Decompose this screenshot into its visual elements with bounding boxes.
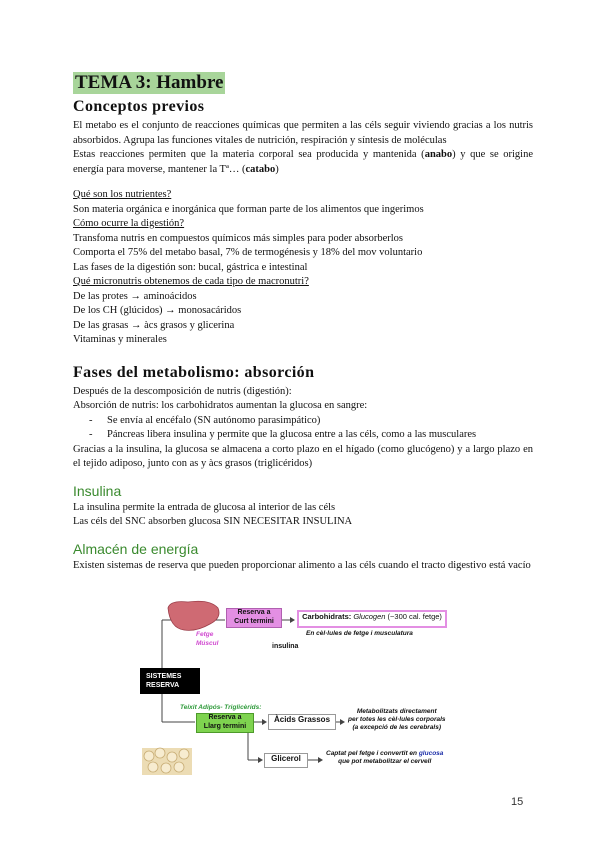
- paragraph: Absorción de nutris: los carbohidratos aumentan la glucosa en sangre:: [73, 400, 368, 411]
- document-page: [73, 72, 533, 573]
- page-title: TEMA 3: Hambre: [75, 72, 224, 93]
- section-heading-almacen: Almacén de energía: [73, 540, 199, 557]
- paragraph: Existen sistemas de reserva que pueden proporcionar alimento a las céls cuando el tracto digestivo está vacío: [73, 559, 531, 571]
- answer: De las protes → aminoácidos: [73, 290, 197, 302]
- paragraph: La insulina permite la entrada de glucosa al interior de las céls: [73, 501, 336, 513]
- energy-reserve-diagram: [140, 600, 475, 775]
- short-term-reserve-box: Reserva a Curt termini: [226, 608, 282, 628]
- answer: Las fases de la digestión son: bucal, gástrica e intestinal: [73, 261, 308, 273]
- carbohydrates-box: Carbohidrats: Glucogen (~300 cal. fetge): [297, 610, 447, 628]
- list-item: - Páncreas libera insulina y permite que la glucosa entre a las céls, como a las musculares: [73, 428, 533, 443]
- answer: Transfoma nutris en compuestos químicos más simples para poder absorberlos: [73, 232, 404, 244]
- answer: Comporta el 75% del metabo basal, 7% de termogénesis y 18% del mov voluntario: [73, 247, 423, 258]
- list-item: - Se envía al encéfalo (SN autónomo parasimpático): [73, 414, 533, 429]
- organ-label: Fetge Múscul: [196, 631, 219, 647]
- page-number: 15: [511, 796, 524, 808]
- cells-note: En cèl·lules de fetge i musculatura: [306, 630, 413, 637]
- paragraph: Estas reacciones permiten que la materia corporal sea producida y mantenida (anabo) y que se origine energía para moverse, mantener la Tª… (catabo): [73, 149, 533, 175]
- question: Qué micronutris obtenemos de cada tipo de macronutri?: [73, 276, 309, 287]
- liver-illustration: [168, 601, 219, 630]
- answer: De las grasas → àcs grasos y glicerina: [73, 319, 235, 331]
- fatty-acids-note: Metabolitzats directament per totes les cèl·lules corporals (a excepció de les cerebrals): [348, 708, 446, 731]
- paragraph: Gracias a la insulina, la glucosa se almacena a corto plazo en el hígado (como glucógeno) y a largo plazo en el tejido adiposo, junto con as y àcs grasos (triglicéridos): [73, 443, 533, 469]
- question: Cómo ocurre la digestión?: [73, 218, 185, 229]
- long-term-reserve-box: Reserva a Llarg termini: [196, 713, 254, 733]
- paragraph: El metabo es el conjunto de reacciones químicas que permiten a las céls seguir viviendo gracias a los nutris absorbidos. Agrupa las funciones vitales de nutrición, respiración y síntesis de moléculas: [73, 120, 533, 146]
- reserve-systems-box: SISTEMES RESERVA: [140, 668, 200, 694]
- insulin-label: insulina: [272, 643, 299, 650]
- glycerol-note: Captat pel fetge i convertit en glucosa que pot metabolitzar el cervell: [326, 750, 444, 765]
- section-heading-insulina: Insulina: [73, 482, 122, 499]
- paragraph: Las céls del SNC absorben glucosa SIN NECESITAR INSULINA: [73, 516, 353, 527]
- glycerol-box: Glicerol: [264, 753, 308, 768]
- question: Qué son los nutrientes?: [73, 189, 172, 200]
- paragraph: Después de la descomposición de nutris (digestión):: [73, 385, 292, 397]
- section-heading-fases: Fases del metabolismo: absorción: [73, 363, 315, 381]
- answer: Son materia orgánica e inorgánica que forman parte de los alimentos que ingerimos: [73, 203, 424, 215]
- fatty-acids-box: Àcids Grassos: [268, 714, 336, 730]
- answer: Vitaminas y minerales: [73, 334, 167, 345]
- adipose-label: Teixit Adipós- Triglicèrids:: [180, 704, 262, 711]
- bullet-list: [73, 414, 533, 443]
- answer: De los CH (glúcidos) → monosacáridos: [73, 305, 242, 316]
- section-heading-conceptos: Conceptos previos: [73, 98, 205, 115]
